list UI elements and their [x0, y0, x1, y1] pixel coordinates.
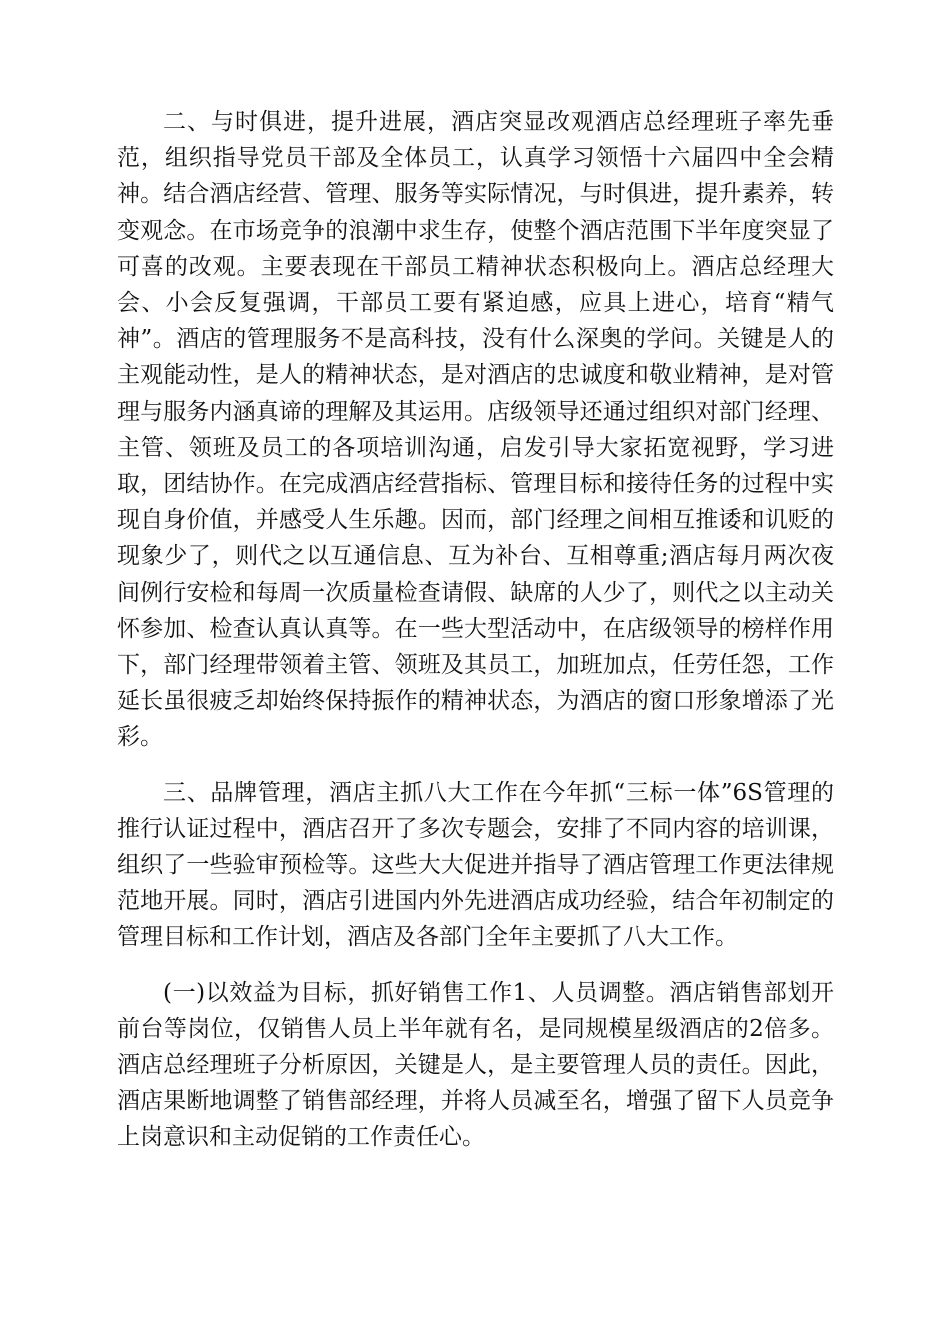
paragraph-section-two: 二、与时俱进，提升进展，酒店突显改观酒店总经理班子率先垂范，组织指导党员干部及全体员工，认真学习领悟十六届四中全会精神。结合酒店经营、管理、服务等实际情况，与时俱进，提升素养，转变观念。在市场竞争的浪潮中求生存，使整个酒店范围下半年度突显了可喜的改观。主要表现在干部员工精神状态积极向上。酒店总经理大会、小会反复强调，干部员工要有紧迫感，应具上进心，培育“精气神”。酒店的管理服务不是高科技，没有什么深奥的学问。关键是人的主观能动性，是人的精神状态，是对酒店的忠诚度和敬业精神，是对管理与服务内涵真谛的理解及其运用。店级领导还通过组织对部门经理、主管、领班及员工的各项培训沟通，启发引导大家拓宽视野，学习进取，团结协作。在完成酒店经营指标、管理目标和接待任务的过程中实现自身价值，并感受人生乐趣。因而，部门经理之间相互推诿和讥贬的现象少了，则代之以互通信息、互为补台、互相尊重;酒店每月两次夜间例行安检和每周一次质量检查请假、缺席的人少了，则代之以主动关怀参加、检查认真认真等。在一些大型活动中，在店级领导的榜样作用下，部门经理带领着主管、领班及其员工，加班加点，任劳任怨，工作延长虽很疲乏却始终保持振作的精神状态，为酒店的窗口形象增添了光彩。 [117, 109, 834, 751]
document-page [117, 104, 834, 1156]
paragraph-subsection-one: (一)以效益为目标，抓好销售工作1、人员调整。酒店销售部划开前台等岗位，仅销售人员上半年就有名，是同规模星级酒店的2倍多。酒店总经理班子分析原因，关键是人，是主要管理人员的责任。因此，酒店果断地调整了销售部经理，并将人员减至名，增强了留下人员竞争上岗意识和主动促销的工作责任心。 [117, 979, 834, 1151]
paragraph-section-three: 三、品牌管理，酒店主抓八大工作在今年抓“三标一体”6S管理的推行认证过程中，酒店召开了多次专题会，安排了不同内容的培训课，组织了一些验审预检等。这些大大促进并指导了酒店管理工作更法律规范地开展。同时，酒店引进国内外先进酒店成功经验，结合年初制定的管理目标和工作计划，酒店及各部门全年主要抓了八大工作。 [117, 779, 834, 951]
